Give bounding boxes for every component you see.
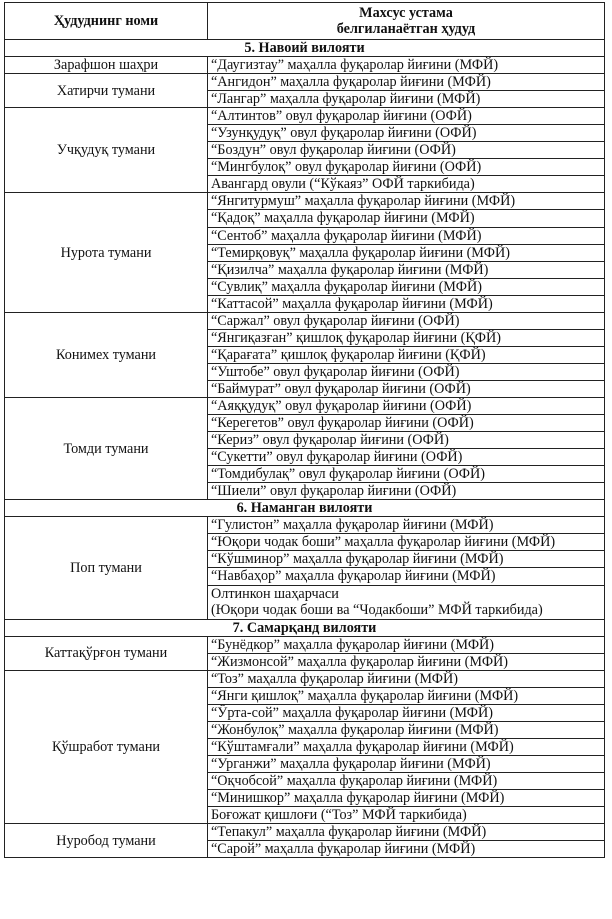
section-title: 7. Самарқанд вилояти	[5, 619, 605, 636]
territory-cell: Боғожат қишлоғи (“Тоз” МФЙ таркибида)	[208, 807, 605, 824]
district-cell: Қўшработ тумани	[5, 670, 208, 823]
territory-cell: “Томдибулақ” овул фуқаролар йиғини (ОФЙ)	[208, 466, 605, 483]
header-territory-line2: белгиланаётган ҳудуд	[336, 21, 476, 37]
table-row	[5, 824, 605, 841]
table-row	[5, 517, 605, 534]
section-title: 6. Наманган вилояти	[5, 500, 605, 517]
district-cell: Зарафшон шаҳри	[5, 57, 208, 74]
table-row	[5, 636, 605, 653]
territory-line: (Юқори чодак боши ва “Чодакбоши” МФЙ таркибида)	[211, 602, 543, 619]
territory-cell: “Тоз” маҳалла фуқаролар йиғини (МФЙ)	[208, 670, 605, 687]
territory-cell: “Кўштамғали” маҳалла фуқаролар йиғини (МФЙ)	[208, 738, 605, 755]
territory-cell: “Саржал” овул фуқаролар йиғини (ОФЙ)	[208, 312, 605, 329]
territory-cell: “Мингбулоқ” овул фуқаролар йиғини (ОФЙ)	[208, 159, 605, 176]
district-cell: Хатирчи тумани	[5, 74, 208, 108]
header-territory-line1: Махсус устама	[359, 5, 453, 21]
table-row	[5, 74, 605, 91]
document-page	[4, 2, 604, 858]
territory-cell: “Боздун” овул фуқаролар йиғини (ОФЙ)	[208, 142, 605, 159]
territory-cell: “Янгитурмуш” маҳалла фуқаролар йиғини (МФЙ)	[208, 193, 605, 210]
territory-cell: “Даугизтау” маҳалла фуқаролар йиғини (МФЙ)	[208, 57, 605, 74]
territory-cell: “Қизилча” маҳалла фуқаролар йиғини (МФЙ)	[208, 261, 605, 278]
territory-line: Олтинкон шаҳарчаси	[211, 586, 339, 603]
territory-cell: “Ангидон” маҳалла фуқаролар йиғини (МФЙ)	[208, 74, 605, 91]
header-district-name: Ҳудуднинг номи	[5, 3, 208, 40]
territory-cell: “Аяққудуқ” овул фуқаролар йиғини (ОФЙ)	[208, 397, 605, 414]
territory-cell: “Тепакул” маҳалла фуқаролар йиғини (МФЙ)	[208, 824, 605, 841]
territory-cell: “Навбаҳор” маҳалла фуқаролар йиғини (МФЙ)	[208, 568, 605, 585]
section-row	[5, 619, 605, 636]
territory-cell: “Қарағата” қишлоқ фуқаролар йиғини (ҚФЙ)	[208, 346, 605, 363]
territory-cell: “Сукетти” овул фуқаролар йиғини (ОФЙ)	[208, 449, 605, 466]
territory-cell: “Юқори чодак боши” маҳалла фуқаролар йиғини (МФЙ)	[208, 534, 605, 551]
territory-cell: “Уштобе” овул фуқаролар йиғини (ОФЙ)	[208, 363, 605, 380]
territory-cell: “Гулистон” маҳалла фуқаролар йиғини (МФЙ)	[208, 517, 605, 534]
territory-cell: “Сувлиқ” маҳалла фуқаролар йиғини (МФЙ)	[208, 278, 605, 295]
territory-cell: “Шиели” овул фуқаролар йиғини (ОФЙ)	[208, 483, 605, 500]
territory-cell: “Жонбулоқ” маҳалла фуқаролар йиғини (МФЙ)	[208, 721, 605, 738]
territory-cell	[208, 585, 605, 619]
table-row	[5, 670, 605, 687]
table-row	[5, 193, 605, 210]
territory-cell: “Сарой” маҳалла фуқаролар йиғини (МФЙ)	[208, 841, 605, 858]
territory-cell: “Баймурат” овул фуқаролар йиғини (ОФЙ)	[208, 380, 605, 397]
territory-cell: “Кўшминор” маҳалла фуқаролар йиғини (МФЙ)	[208, 551, 605, 568]
territory-table	[4, 2, 605, 858]
territory-cell: “Узунқудуқ” овул фуқаролар йиғини (ОФЙ)	[208, 125, 605, 142]
table-row	[5, 397, 605, 414]
table-body	[5, 40, 605, 858]
district-cell: Каттақўрғон тумани	[5, 636, 208, 670]
territory-cell: “Сентоб” маҳалла фуқаролар йиғини (МФЙ)	[208, 227, 605, 244]
territory-cell: Авангард овули (“Кўкаяз” ОФЙ таркибида)	[208, 176, 605, 193]
section-title: 5. Навоий вилояти	[5, 40, 605, 57]
table-header-row	[5, 3, 605, 40]
territory-cell: “Жизмонсой” маҳалла фуқаролар йиғини (МФЙ)	[208, 653, 605, 670]
territory-cell: “Урганжи” маҳалла фуқаролар йиғини (МФЙ)	[208, 755, 605, 772]
table-row	[5, 57, 605, 74]
territory-cell: “Ўрта-сой” маҳалла фуқаролар йиғини (МФЙ)	[208, 704, 605, 721]
territory-cell: “Минишкор” маҳалла фуқаролар йиғини (МФЙ)	[208, 790, 605, 807]
territory-cell: “Оқчобсой” маҳалла фуқаролар йиғини (МФЙ)	[208, 773, 605, 790]
district-cell: Конимех тумани	[5, 312, 208, 397]
table-row	[5, 312, 605, 329]
territory-cell: “Алтинтов” овул фуқаролар йиғини (ОФЙ)	[208, 108, 605, 125]
territory-cell: “Керегетов” овул фуқаролар йиғини (ОФЙ)	[208, 415, 605, 432]
header-territory	[208, 3, 605, 40]
district-cell: Нурота тумани	[5, 193, 208, 312]
district-cell: Учқудуқ тумани	[5, 108, 208, 193]
district-cell: Томди тумани	[5, 397, 208, 499]
territory-cell: “Бунёдкор” маҳалла фуқаролар йиғини (МФЙ)	[208, 636, 605, 653]
territory-cell: “Янгиқазған” қишлоқ фуқаролар йиғини (ҚФЙ)	[208, 329, 605, 346]
territory-cell: “Каттасой” маҳалла фуқаролар йиғини (МФЙ)	[208, 295, 605, 312]
territory-cell: “Темирқовуқ” маҳалла фуқаролар йиғини (МФЙ)	[208, 244, 605, 261]
section-row	[5, 40, 605, 57]
district-cell: Поп тумани	[5, 517, 208, 619]
territory-cell: “Қадоқ” маҳалла фуқаролар йиғини (МФЙ)	[208, 210, 605, 227]
district-cell: Нуробод тумани	[5, 824, 208, 858]
territory-cell: “Янги қишлоқ” маҳалла фуқаролар йиғини (МФЙ)	[208, 687, 605, 704]
section-row	[5, 500, 605, 517]
table-row	[5, 108, 605, 125]
territory-cell: “Лангар” маҳалла фуқаролар йиғини (МФЙ)	[208, 91, 605, 108]
territory-cell: “Кериз” овул фуқаролар йиғини (ОФЙ)	[208, 432, 605, 449]
